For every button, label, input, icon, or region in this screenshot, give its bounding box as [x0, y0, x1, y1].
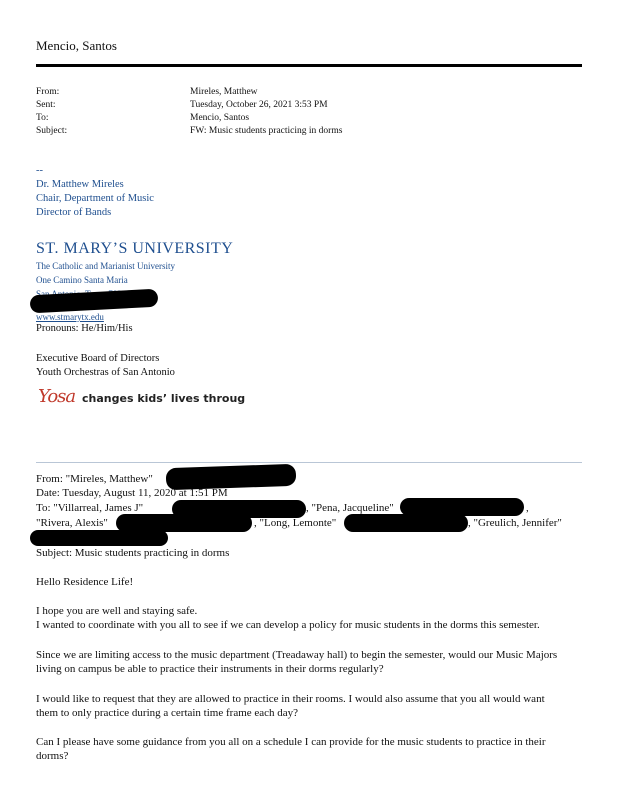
fwd-subject: Subject: Music students practicing in dorms [36, 547, 230, 559]
paragraph-3-line-2: them to only practice during a certain time frame each day? [36, 707, 299, 719]
meta-label-to: To: [36, 113, 49, 123]
paragraph-1-line-2: I wanted to coordinate with you all to see if we can develop a policy for music students in the dorms this semester. [36, 619, 540, 631]
fwd-to-4: "Rivera, Alexis" [36, 517, 108, 529]
fwd-from: From: "Mireles, Matthew" [36, 473, 153, 485]
meta-value-subject: FW: Music students practicing in dorms [190, 126, 343, 136]
header-rule [36, 64, 582, 67]
meta-label-subject: Subject: [36, 126, 68, 136]
paragraph-2-line-2: living on campus be able to practice their instruments in their dorms regularly? [36, 663, 384, 675]
meta-value-sent: Tuesday, October 26, 2021 3:53 PM [190, 100, 328, 110]
paragraph-3-line-1: I would like to request that they are allowed to practice in their rooms. I would also assume that you all would want [36, 693, 545, 705]
meta-label-sent: Sent: [36, 100, 56, 110]
fwd-to-6: , "Greulich, Jennifer" [468, 517, 562, 529]
meta-value-to: Mencio, Santos [190, 113, 250, 123]
paragraph-2-line-1: Since we are limiting access to the music department (Treadaway hall) to begin the semester, would our Music Majors [36, 649, 558, 661]
signature-name: Dr. Matthew Mireles [36, 179, 124, 190]
logo-slogan: changes kids’ lives throug [82, 392, 246, 405]
fwd-to-5: , "Long, Lemonte" [254, 517, 337, 529]
meta-label-from: From: [36, 87, 60, 97]
website-link[interactable]: www.stmarytx.edu [36, 312, 104, 322]
redaction-mark [344, 514, 468, 532]
signature-title-1: Chair, Department of Music [36, 193, 154, 204]
fwd-to-1: To: "Villarreal, James J" [36, 502, 144, 514]
paragraph-4-line-1: Can I please have some guidance from you all on a schedule I can provide for the music students to practice in their [36, 736, 546, 748]
university-name: ST. MARY’S UNIVERSITY [36, 240, 234, 257]
board-line-1: Executive Board of Directors [36, 353, 160, 364]
board-line-2: Youth Orchestras of San Antonio [36, 367, 175, 378]
pronouns: Pronouns: He/Him/His [36, 323, 133, 334]
signature-dashes: -- [36, 165, 43, 176]
fwd-to-3: , [526, 502, 529, 514]
paragraph-1-line-1: I hope you are well and staying safe. [36, 605, 198, 617]
fwd-date: Date: Tuesday, August 11, 2020 at 1:51 PM [36, 487, 228, 499]
address-line-1: One Camino Santa Maria [36, 275, 128, 285]
yosa-logo: Yosa [38, 386, 76, 407]
forward-divider [36, 462, 582, 463]
signature-title-2: Director of Bands [36, 207, 112, 218]
greeting: Hello Residence Life! [36, 576, 134, 588]
document-owner: Mencio, Santos [36, 38, 117, 53]
redaction-mark [30, 530, 168, 546]
university-tagline: The Catholic and Marianist University [36, 261, 175, 271]
meta-value-from: Mireles, Matthew [190, 87, 258, 97]
fwd-to-2: , "Pena, Jacqueline" [306, 502, 394, 514]
paragraph-4-line-2: dorms? [36, 750, 69, 762]
